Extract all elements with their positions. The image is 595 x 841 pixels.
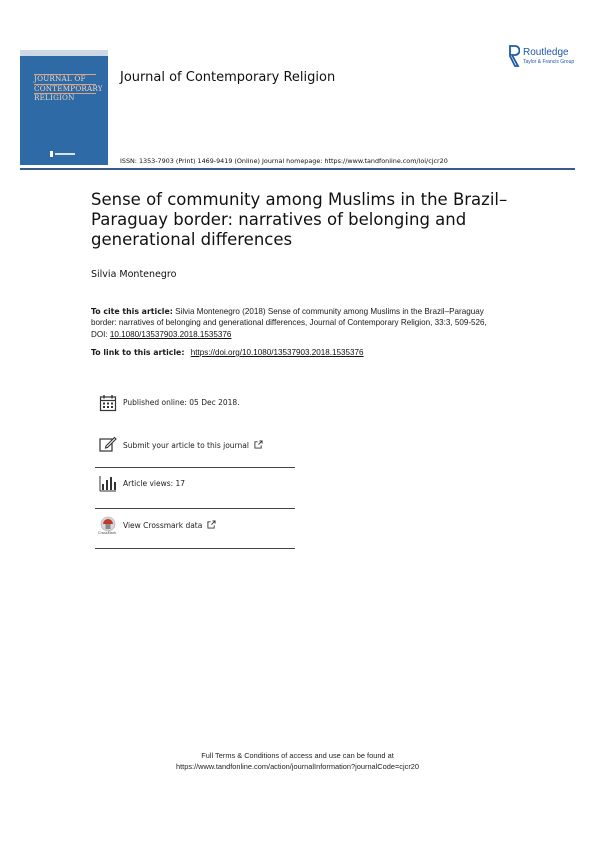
edit-icon — [99, 435, 117, 453]
meta-divider — [95, 508, 295, 509]
header-divider — [20, 168, 575, 170]
cover-title-line: JOURNAL OF — [34, 74, 96, 84]
crossmark-caption: CrossMark — [98, 531, 117, 535]
submit-article-item[interactable] — [123, 440, 263, 450]
issn-text: ISSN: 1353-7903 (Print) 1469-9419 (Online) Journal homepage: — [120, 157, 325, 165]
journal-title: Journal of Contemporary Religion — [120, 70, 336, 85]
publisher-subtitle: Taylor & Francis Group — [523, 59, 575, 65]
citation-block — [91, 306, 491, 340]
publisher-name: Routledge — [523, 47, 569, 58]
calendar-icon — [99, 394, 117, 412]
meta-divider — [95, 548, 295, 549]
article-doi-url[interactable]: https://doi.org/10.1080/13537903.2018.1535376 — [190, 348, 364, 357]
cover-title-line: CONTEMPORARY — [34, 83, 103, 93]
citation-label: To cite this article: — [91, 307, 173, 316]
journal-homepage-link[interactable]: https://www.tandfonline.com/loi/cjcr20 — [324, 157, 448, 165]
cover-publisher-logo — [50, 150, 76, 158]
published-date: Published online: 05 Dec 2018. — [123, 398, 240, 407]
external-link-icon — [207, 520, 216, 529]
citation-text: Silvia Montenegro (2018) Sense of community among Muslims in the Brazil–Paraguay border: narratives of belonging and generational differences, Journal of Contemporary Religion, 33:3, 509-526, DOI: — [91, 307, 487, 339]
article-author: Silvia Montenegro — [91, 269, 177, 280]
cover-title-line: RELIGION — [34, 93, 96, 103]
journal-cover — [20, 50, 108, 165]
crossmark-item[interactable] — [123, 520, 216, 530]
bar-chart-icon — [99, 474, 117, 492]
issn-line — [120, 157, 448, 165]
meta-divider — [95, 467, 295, 468]
article-link-line — [91, 348, 364, 357]
footer-terms: Full Terms & Conditions of access and use can be found at — [201, 751, 394, 760]
doi-link[interactable]: 10.1080/13537903.2018.1535376 — [109, 329, 232, 339]
submit-article-link[interactable]: Submit your article to this journal — [123, 441, 249, 450]
article-title: Sense of community among Muslims in the Brazil–Paraguay border: narratives of belonging and generational differences — [91, 190, 508, 249]
cover-title — [34, 74, 103, 103]
routledge-logo-icon — [508, 45, 520, 67]
cover-strip — [20, 50, 108, 56]
footer-terms-url[interactable]: https://www.tandfonline.com/action/journalInformation?journalCode=cjcr20 — [176, 762, 419, 771]
link-label: To link to this article: — [91, 348, 185, 357]
external-link-icon — [254, 440, 263, 449]
article-views: Article views: 17 — [123, 479, 186, 488]
crossmark-link[interactable]: View Crossmark data — [123, 521, 203, 530]
